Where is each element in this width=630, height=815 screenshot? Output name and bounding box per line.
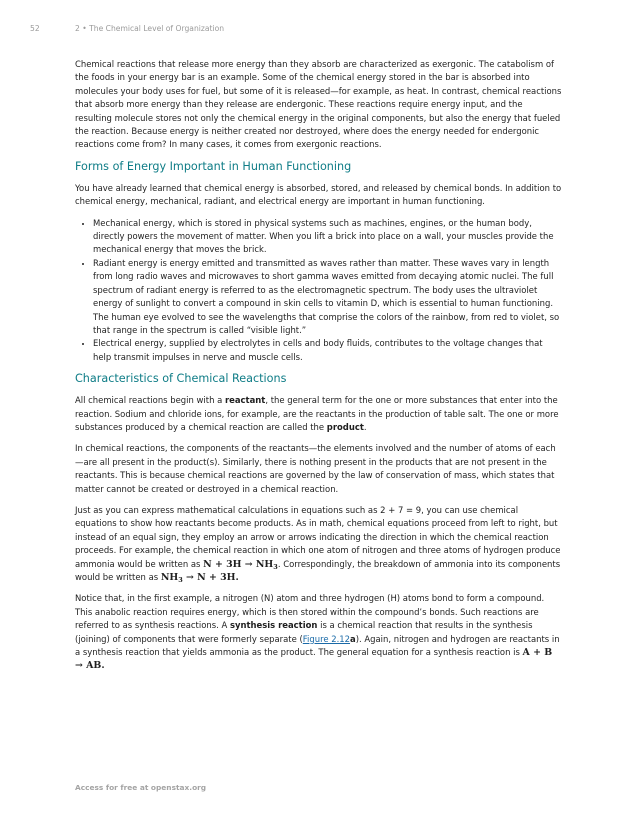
list-item-radiant: • Radiant energy is energy emitted and transmitted as waves rather than matter. These waves vary in length from long radio waves and microwaves to short gamma waves emitted from decaying atomic nuclei. The full spectrum of radiant energy is referred to as the electromagnetic spectrum. The body uses the ultraviolet energy of sunlight to convert a compound in skin cells to vitamin D, which is essential to human functioning. The human eye evolved to see the wavelengths that comprise the colors of the rainbow, from red to violet, so that range in the spectrum is called “visible light.” <box>93 257 562 337</box>
intro-paragraph: Chemical reactions that release more energy than they absorb are characterized as exergonic. The catabolism of the foods in your energy bar is an example. Some of the chemical energy stored in the bar is absorbed into molecules your body uses for fuel, but some of it is released—for example, as heat. In contrast, chemical reactions that absorb more energy than they release are endergonic. These reactions require energy input, and the resulting molecule stores not only the chemical energy in the original components, but also the energy that fueled the reaction. Because energy is neither created nor destroyed, where does the energy needed for endergonic reactions come from? In many cases, it comes from exergonic reactions. <box>75 59 562 150</box>
page-header <box>30 24 224 33</box>
list-item-electrical: • Electrical energy, supplied by electrolytes in cells and body fluids, contributes to the voltage changes that help transmit impulses in nerve and muscle cells. <box>93 337 562 364</box>
energy-forms-list <box>75 217 562 364</box>
page-footer: Access for free at openstax.org <box>75 783 207 792</box>
equation-ammonia-synthesis: $N + 3H \to NH_3$ <box>203 558 278 571</box>
term-synthesis-reaction: synthesis reaction <box>229 620 318 631</box>
conservation-paragraph: In chemical reactions, the components of the reactants—the elements involved and the number of atoms of each—are all present in the product(s). Similarly, there is nothing present in the products that are not present in the reactants. This is because chemical reactions are governed by the law of conservation of mass, which states that matter cannot be created or destroyed in a chemical reaction. <box>75 443 556 494</box>
figure-link-suffix: a <box>350 633 356 644</box>
section-heading-reactions: Characteristics of Chemical Reactions <box>75 372 287 386</box>
figure-link[interactable]: Figure 2.12 <box>302 633 351 644</box>
section-heading-energy-forms: Forms of Energy Important in Human Functioning <box>75 159 352 173</box>
chapter-title: 2 • The Chemical Level of Organization <box>75 24 225 33</box>
reactant-paragraph: All chemical reactions begin with a reactant, the general term for the one or more substances that enter into the reaction. Sodium and chloride ions, for example, are the reactants in the production of table salt. The one or more substances produced by a chemical reaction are called the product. <box>75 395 559 432</box>
term-product: product <box>326 421 364 432</box>
equation-general-synthesis: A + B → AB. <box>75 647 553 672</box>
page-content <box>75 58 562 681</box>
equation-ammonia-breakdown: $NH_3 \to N + 3H$. <box>160 572 239 584</box>
list-item-mechanical: • Mechanical energy, which is stored in physical systems such as machines, engines, or the human body, directly powers the movement of matter. When you lift a brick into place on a wall, your muscles provide the mechanical energy that moves the brick. <box>93 217 562 257</box>
equations-paragraph: Just as you can express mathematical calculations in equations such as 2 + 7 = 9, you can use chemical equations to show how reactants become products. As in math, chemical equations proceed from left to right, but instead of an equal sign, they employ an arrow or arrows indicating the direction in which the chemical reaction proceeds. For example, the chemical reaction in which one atom of nitrogen and three atoms of hydrogen produce ammonia would be written as $N + 3H \to NH_3$. Correspondingly, the breakdown of ammonia into its components would be written as $NH_3 \to N + 3H$. <box>75 504 561 584</box>
page-number: 52 <box>30 24 40 33</box>
synthesis-paragraph: Notice that, in the first example, a nitrogen (N) atom and three hydrogen (H) atoms bond to form a compound. This anabolic reaction requires energy, which is then stored within the compound’s bonds. Such reactions are referred to as synthesis reactions. A synthesis reaction is a chemical reaction that results in the synthesis (joining) of components that were formerly separate (Figure 2.12a). Again, nitrogen and hydrogen are reactants in a synthesis reaction that yields ammonia as the product. The general equation for a synthesis reaction is A + B → AB. <box>75 593 560 672</box>
term-reactant: reactant <box>224 395 266 406</box>
section1-intro: You have already learned that chemical energy is absorbed, stored, and released by chemical bonds. In addition to chemical energy, mechanical, radiant, and electrical energy are important in human functioning. <box>75 182 562 207</box>
